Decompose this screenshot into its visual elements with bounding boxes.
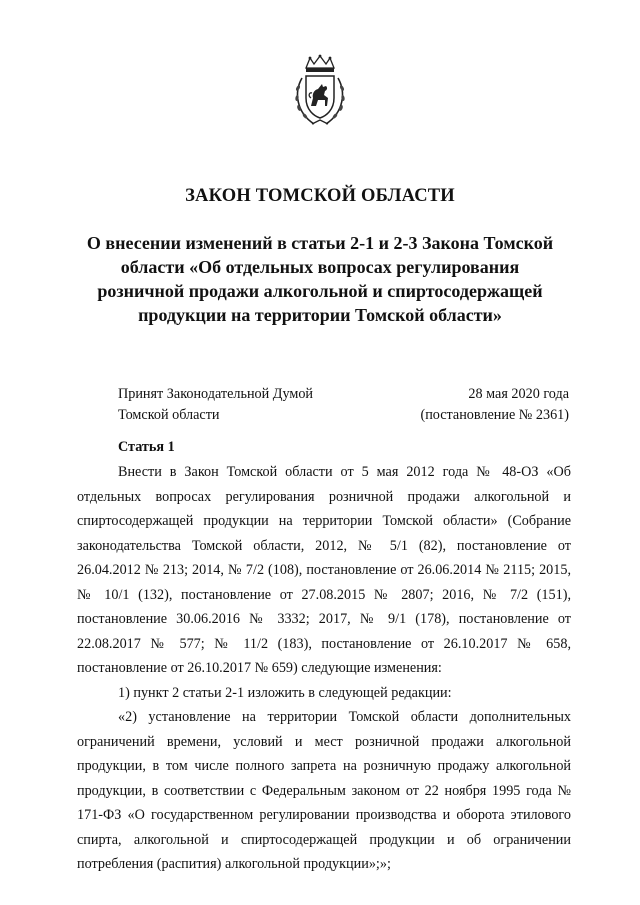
adopted-by bbox=[118, 384, 313, 426]
resolution-number: (постановление № 2361) bbox=[420, 407, 569, 423]
adoption-info bbox=[420, 384, 569, 426]
adoption-date: 28 мая 2020 года bbox=[468, 386, 569, 402]
law-title: ЗАКОН ТОМСКОЙ ОБЛАСТИ bbox=[185, 186, 455, 206]
adopted-by-line-2: Томской области bbox=[118, 407, 220, 423]
paragraph: 1) пункт 2 статьи 2-1 изложить в следующей редакции: bbox=[118, 684, 452, 701]
adopted-by-line-1: Принят Законодательной Думой bbox=[118, 386, 314, 402]
law-subtitle: О внесении изменений в статьи 2-1 и 2-3 Закона Томской области «Об отдельных вопросах регулирования розничной продажи алкогольной и спиртосодержащей продукции на территории Томской области» bbox=[86, 233, 554, 325]
article-heading: Статья 1 bbox=[118, 439, 175, 455]
paragraph: Внести в Закон Томской области от 5 мая 2012 года № 48-ОЗ «Об отдельных вопросах регулирования розничной продажи алкогольной и спиртосодержащей продукции на территории Томской области» (Собрание законодательства Томской области, 2012, № 5/1 (82), постановление от 26.04.2012 № 213; 2014, № 7/2 (108), постановление от 26.06.2014 № 2115; 2015, № 10/1 (132), постановление от 27.08.2015 № 2807; 2016, № 7/2 (151), постановление 30.06.2016 № 3332; 2017, № 9/1 (178), постановление от 22.08.2017 № 577; № 11/2 (183), постановление от 26.10.2017 № 658, постановление от 26.10.2017 № 659) следующие изменения: bbox=[77, 464, 571, 676]
article-body bbox=[77, 460, 571, 877]
paragraph: «2) установление на территории Томской области дополнительных ограничений времени, условий и мест розничной продажи алкогольной продукции, в том числе полного запрета на розничную продажу алкогольной продукции, в соответствии с Федеральным законом от 22 ноября 1995 года № 171-ФЗ «О государственном регулировании производства и оборота этилового спирта, алкогольной и спиртосодержащей продукции и об ограничении потребления (распития) алкогольной продукции»;»; bbox=[77, 709, 571, 872]
coat-of-arms-icon bbox=[292, 54, 348, 130]
